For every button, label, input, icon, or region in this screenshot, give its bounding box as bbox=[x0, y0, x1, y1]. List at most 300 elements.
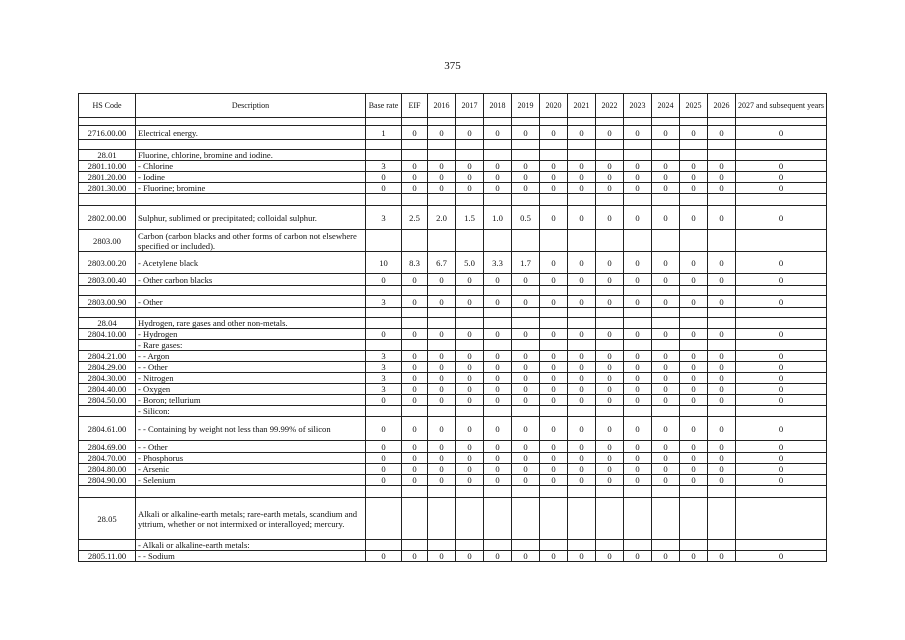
spacer-row bbox=[79, 308, 827, 318]
hs-code-cell: 2802.00.00 bbox=[79, 206, 136, 230]
rate-cell: 0 bbox=[402, 441, 428, 453]
rate-cell: 0 bbox=[402, 351, 428, 362]
empty-cell bbox=[366, 118, 402, 126]
rate-cell bbox=[540, 230, 568, 252]
rate-cell: 0 bbox=[456, 384, 484, 395]
rate-cell: 0 bbox=[484, 384, 512, 395]
rate-cell: 0 bbox=[402, 453, 428, 464]
rate-cell: 0 bbox=[540, 362, 568, 373]
rate-cell bbox=[680, 498, 708, 540]
empty-cell bbox=[366, 194, 402, 206]
rate-cell: 0 bbox=[596, 395, 624, 406]
rate-cell bbox=[366, 318, 402, 329]
rate-cell: 0 bbox=[568, 183, 596, 194]
rate-cell: 0 bbox=[366, 417, 402, 441]
rate-cell: 0 bbox=[736, 351, 827, 362]
rate-cell bbox=[708, 230, 736, 252]
rate-cell: 0 bbox=[456, 362, 484, 373]
empty-cell bbox=[624, 486, 652, 498]
rate-cell: 0 bbox=[366, 274, 402, 286]
rate-cell: 0 bbox=[402, 362, 428, 373]
rate-cell bbox=[652, 318, 680, 329]
rate-cell bbox=[680, 230, 708, 252]
rate-cell bbox=[456, 406, 484, 417]
rate-cell bbox=[736, 540, 827, 551]
empty-cell bbox=[512, 140, 540, 150]
rate-cell: 0 bbox=[596, 274, 624, 286]
description-cell: - - Argon bbox=[136, 351, 366, 362]
empty-cell bbox=[540, 486, 568, 498]
rate-cell: 0 bbox=[652, 384, 680, 395]
rate-cell bbox=[512, 318, 540, 329]
hs-code-cell bbox=[79, 406, 136, 417]
empty-cell bbox=[568, 140, 596, 150]
rate-cell: 0 bbox=[402, 172, 428, 183]
rate-cell: 0 bbox=[428, 551, 456, 562]
table-row bbox=[79, 441, 827, 453]
column-header: 2021 bbox=[568, 94, 596, 118]
column-header: 2023 bbox=[624, 94, 652, 118]
rate-cell: 0 bbox=[540, 453, 568, 464]
rate-cell: 0 bbox=[680, 252, 708, 274]
rate-cell: 0 bbox=[652, 351, 680, 362]
rate-cell: 0 bbox=[568, 395, 596, 406]
empty-cell bbox=[136, 486, 366, 498]
empty-cell bbox=[652, 194, 680, 206]
rate-cell bbox=[596, 318, 624, 329]
rate-cell: 0 bbox=[540, 441, 568, 453]
rate-cell: 0 bbox=[708, 351, 736, 362]
rate-cell: 0 bbox=[512, 183, 540, 194]
rate-cell bbox=[624, 318, 652, 329]
page-number: 375 bbox=[444, 60, 461, 72]
table-row bbox=[79, 161, 827, 172]
rate-cell: 0 bbox=[652, 417, 680, 441]
rate-cell: 0 bbox=[708, 329, 736, 340]
rate-cell: 0 bbox=[568, 551, 596, 562]
empty-cell bbox=[79, 194, 136, 206]
rate-cell bbox=[680, 150, 708, 161]
rate-cell: 0 bbox=[568, 373, 596, 384]
hs-code-cell: 2803.00.20 bbox=[79, 252, 136, 274]
empty-cell bbox=[624, 140, 652, 150]
rate-cell: 3 bbox=[366, 161, 402, 172]
rate-cell: 0 bbox=[596, 475, 624, 486]
description-cell: - Boron; tellurium bbox=[136, 395, 366, 406]
hs-code-cell bbox=[79, 340, 136, 351]
rate-cell: 0 bbox=[512, 362, 540, 373]
rate-cell bbox=[596, 406, 624, 417]
rate-cell: 0 bbox=[736, 183, 827, 194]
description-cell: Sulphur, sublimed or precipitated; colloidal sulphur. bbox=[136, 206, 366, 230]
rate-cell: 0 bbox=[652, 464, 680, 475]
rate-cell: 0 bbox=[456, 373, 484, 384]
description-cell: - Acetylene black bbox=[136, 252, 366, 274]
rate-cell: 0 bbox=[652, 373, 680, 384]
empty-cell bbox=[456, 308, 484, 318]
rate-cell: 0 bbox=[512, 551, 540, 562]
empty-cell bbox=[136, 140, 366, 150]
rate-cell: 0 bbox=[652, 172, 680, 183]
rate-cell: 0 bbox=[624, 206, 652, 230]
rate-cell bbox=[540, 340, 568, 351]
rate-cell: 0 bbox=[652, 441, 680, 453]
empty-cell bbox=[402, 194, 428, 206]
empty-cell bbox=[568, 286, 596, 296]
table-row bbox=[79, 296, 827, 308]
empty-cell bbox=[624, 194, 652, 206]
rate-cell bbox=[708, 540, 736, 551]
rate-cell: 0 bbox=[540, 417, 568, 441]
rate-cell: 0 bbox=[624, 252, 652, 274]
rate-cell bbox=[624, 540, 652, 551]
hs-code-cell: 2804.61.00 bbox=[79, 417, 136, 441]
rate-cell: 0 bbox=[484, 395, 512, 406]
rate-cell: 0 bbox=[624, 296, 652, 308]
rate-cell: 0 bbox=[652, 362, 680, 373]
rate-cell: 0 bbox=[680, 126, 708, 140]
rate-cell: 0.5 bbox=[512, 206, 540, 230]
table-row bbox=[79, 318, 827, 329]
rate-cell: 0 bbox=[736, 441, 827, 453]
rate-cell: 2.5 bbox=[402, 206, 428, 230]
empty-cell bbox=[402, 118, 428, 126]
rate-cell: 0 bbox=[708, 384, 736, 395]
hs-code-cell: 2804.10.00 bbox=[79, 329, 136, 340]
description-cell: Fluorine, chlorine, bromine and iodine. bbox=[136, 150, 366, 161]
rate-cell: 0 bbox=[652, 296, 680, 308]
rate-cell: 0 bbox=[428, 161, 456, 172]
rate-cell: 0 bbox=[680, 274, 708, 286]
rate-cell: 0 bbox=[624, 417, 652, 441]
empty-cell bbox=[568, 118, 596, 126]
rate-cell bbox=[484, 318, 512, 329]
rate-cell: 0 bbox=[708, 126, 736, 140]
rate-cell: 0 bbox=[736, 329, 827, 340]
empty-cell bbox=[512, 286, 540, 296]
rate-cell: 0 bbox=[484, 417, 512, 441]
rate-cell: 0 bbox=[736, 475, 827, 486]
empty-cell bbox=[624, 308, 652, 318]
rate-cell: 0 bbox=[680, 475, 708, 486]
rate-cell: 0 bbox=[624, 453, 652, 464]
rate-cell bbox=[708, 150, 736, 161]
hs-code-cell: 2804.50.00 bbox=[79, 395, 136, 406]
rate-cell: 0 bbox=[540, 464, 568, 475]
rate-cell: 0 bbox=[402, 395, 428, 406]
hs-code-cell: 2804.69.00 bbox=[79, 441, 136, 453]
rate-cell bbox=[652, 406, 680, 417]
rate-cell: 0 bbox=[402, 274, 428, 286]
rate-cell: 0 bbox=[708, 395, 736, 406]
hs-code-cell: 2805.11.00 bbox=[79, 551, 136, 562]
rate-cell bbox=[568, 498, 596, 540]
rate-cell bbox=[402, 498, 428, 540]
rate-cell bbox=[456, 540, 484, 551]
rate-cell bbox=[366, 340, 402, 351]
rate-cell: 0 bbox=[624, 551, 652, 562]
rate-cell bbox=[736, 318, 827, 329]
rate-cell: 0 bbox=[736, 126, 827, 140]
rate-cell: 0 bbox=[596, 551, 624, 562]
rate-cell: 0 bbox=[596, 172, 624, 183]
rate-cell bbox=[708, 498, 736, 540]
rate-cell bbox=[596, 498, 624, 540]
rate-cell: 0 bbox=[484, 296, 512, 308]
empty-cell bbox=[136, 194, 366, 206]
rate-cell: 1.0 bbox=[484, 206, 512, 230]
description-cell: Electrical energy. bbox=[136, 126, 366, 140]
empty-cell bbox=[484, 194, 512, 206]
rate-cell: 0 bbox=[708, 362, 736, 373]
rate-cell: 0 bbox=[456, 161, 484, 172]
rate-cell: 0 bbox=[708, 551, 736, 562]
rate-cell: 0 bbox=[512, 475, 540, 486]
rate-cell: 0 bbox=[456, 329, 484, 340]
description-cell: Alkali or alkaline-earth metals; rare-earth metals, scandium and yttrium, whether or not intermixed or interalloyed; mercury. bbox=[136, 498, 366, 540]
rate-cell: 0 bbox=[484, 172, 512, 183]
rate-cell: 0 bbox=[624, 329, 652, 340]
empty-cell bbox=[624, 118, 652, 126]
rate-cell: 0 bbox=[596, 453, 624, 464]
rate-cell: 0 bbox=[568, 296, 596, 308]
empty-cell bbox=[402, 486, 428, 498]
rate-cell: 0 bbox=[708, 373, 736, 384]
rate-cell: 0 bbox=[652, 329, 680, 340]
rate-cell bbox=[428, 318, 456, 329]
rate-cell bbox=[484, 498, 512, 540]
column-header: Base rate bbox=[366, 94, 402, 118]
rate-cell: 0 bbox=[428, 274, 456, 286]
empty-cell bbox=[540, 194, 568, 206]
rate-cell: 0 bbox=[540, 274, 568, 286]
rate-cell: 0 bbox=[512, 373, 540, 384]
column-header: HS Code bbox=[79, 94, 136, 118]
rate-cell: 0 bbox=[736, 417, 827, 441]
rate-cell bbox=[402, 340, 428, 351]
empty-cell bbox=[79, 140, 136, 150]
rate-cell: 3 bbox=[366, 384, 402, 395]
rate-cell bbox=[484, 230, 512, 252]
spacer-row bbox=[79, 140, 827, 150]
rate-cell: 0 bbox=[512, 126, 540, 140]
rate-cell: 0 bbox=[366, 183, 402, 194]
description-cell: - Oxygen bbox=[136, 384, 366, 395]
empty-cell bbox=[428, 286, 456, 296]
empty-cell bbox=[708, 308, 736, 318]
column-header: 2024 bbox=[652, 94, 680, 118]
rate-cell bbox=[708, 406, 736, 417]
description-cell: - Other carbon blacks bbox=[136, 274, 366, 286]
rate-cell bbox=[736, 230, 827, 252]
spacer-row bbox=[79, 486, 827, 498]
table-row bbox=[79, 373, 827, 384]
empty-cell bbox=[456, 140, 484, 150]
rate-cell: 1 bbox=[366, 126, 402, 140]
column-header: 2027 and subsequent years bbox=[736, 94, 827, 118]
empty-cell bbox=[484, 140, 512, 150]
rate-cell: 0 bbox=[680, 183, 708, 194]
rate-cell: 0 bbox=[540, 395, 568, 406]
rate-cell: 0 bbox=[428, 126, 456, 140]
rate-cell: 0 bbox=[456, 441, 484, 453]
rate-cell: 0 bbox=[366, 551, 402, 562]
rate-cell: 0 bbox=[456, 274, 484, 286]
rate-cell: 0 bbox=[680, 161, 708, 172]
rate-cell: 0 bbox=[428, 453, 456, 464]
rate-cell bbox=[652, 340, 680, 351]
table-row bbox=[79, 362, 827, 373]
rate-cell: 0 bbox=[540, 126, 568, 140]
rate-cell: 10 bbox=[366, 252, 402, 274]
empty-cell bbox=[596, 486, 624, 498]
rate-cell: 0 bbox=[680, 206, 708, 230]
rate-cell: 0 bbox=[512, 351, 540, 362]
rate-cell: 0 bbox=[568, 384, 596, 395]
table-row bbox=[79, 252, 827, 274]
rate-cell: 0 bbox=[652, 453, 680, 464]
rate-cell: 0 bbox=[512, 453, 540, 464]
rate-cell bbox=[366, 150, 402, 161]
rate-cell: 0 bbox=[596, 206, 624, 230]
empty-cell bbox=[680, 194, 708, 206]
rate-cell: 0 bbox=[680, 453, 708, 464]
hs-code-cell: 2801.10.00 bbox=[79, 161, 136, 172]
rate-cell: 0 bbox=[736, 172, 827, 183]
table-row bbox=[79, 351, 827, 362]
rate-cell: 0 bbox=[484, 453, 512, 464]
rate-cell: 0 bbox=[512, 417, 540, 441]
empty-cell bbox=[652, 286, 680, 296]
table-row bbox=[79, 475, 827, 486]
tariff-schedule-table bbox=[78, 93, 827, 562]
rate-cell bbox=[540, 498, 568, 540]
rate-cell: 0 bbox=[402, 161, 428, 172]
empty-cell bbox=[512, 308, 540, 318]
rate-cell: 0 bbox=[366, 329, 402, 340]
table-row bbox=[79, 274, 827, 286]
rate-cell: 3 bbox=[366, 206, 402, 230]
rate-cell: 0 bbox=[568, 161, 596, 172]
rate-cell: 0 bbox=[652, 551, 680, 562]
spacer-row bbox=[79, 194, 827, 206]
empty-cell bbox=[596, 286, 624, 296]
rate-cell bbox=[512, 406, 540, 417]
rate-cell: 0 bbox=[596, 329, 624, 340]
empty-cell bbox=[708, 486, 736, 498]
table-row bbox=[79, 183, 827, 194]
rate-cell: 0 bbox=[484, 161, 512, 172]
rate-cell bbox=[512, 150, 540, 161]
empty-cell bbox=[428, 194, 456, 206]
empty-cell bbox=[736, 140, 827, 150]
table-row bbox=[79, 551, 827, 562]
hs-code-cell: 2803.00 bbox=[79, 230, 136, 252]
rate-cell: 0 bbox=[596, 441, 624, 453]
rate-cell: 0 bbox=[402, 373, 428, 384]
rate-cell bbox=[512, 340, 540, 351]
rate-cell: 0 bbox=[708, 183, 736, 194]
rate-cell: 0 bbox=[568, 172, 596, 183]
empty-cell bbox=[652, 486, 680, 498]
rate-cell: 0 bbox=[624, 441, 652, 453]
rate-cell bbox=[484, 340, 512, 351]
rate-cell: 0 bbox=[736, 161, 827, 172]
rate-cell: 0 bbox=[456, 351, 484, 362]
rate-cell: 0 bbox=[736, 464, 827, 475]
rate-cell: 0 bbox=[680, 384, 708, 395]
empty-cell bbox=[596, 308, 624, 318]
rate-cell: 0 bbox=[596, 296, 624, 308]
empty-cell bbox=[79, 486, 136, 498]
rate-cell: 0 bbox=[680, 329, 708, 340]
table-row bbox=[79, 150, 827, 161]
hs-code-cell: 2803.00.40 bbox=[79, 274, 136, 286]
table-row bbox=[79, 498, 827, 540]
rate-cell: 6.7 bbox=[428, 252, 456, 274]
description-cell: - Silicon: bbox=[136, 406, 366, 417]
column-header: EIF bbox=[402, 94, 428, 118]
rate-cell bbox=[428, 340, 456, 351]
rate-cell: 0 bbox=[596, 252, 624, 274]
table-row bbox=[79, 230, 827, 252]
rate-cell: 0 bbox=[428, 351, 456, 362]
hs-code-cell: 2801.20.00 bbox=[79, 172, 136, 183]
empty-cell bbox=[456, 194, 484, 206]
rate-cell: 3 bbox=[366, 296, 402, 308]
empty-cell bbox=[568, 194, 596, 206]
rate-cell: 3.3 bbox=[484, 252, 512, 274]
rate-cell: 0 bbox=[512, 274, 540, 286]
rate-cell: 0 bbox=[428, 172, 456, 183]
empty-cell bbox=[540, 308, 568, 318]
rate-cell: 0 bbox=[568, 126, 596, 140]
table-row bbox=[79, 126, 827, 140]
rate-cell: 8.3 bbox=[402, 252, 428, 274]
empty-cell bbox=[708, 194, 736, 206]
rate-cell bbox=[680, 318, 708, 329]
rate-cell bbox=[402, 406, 428, 417]
rate-cell: 0 bbox=[484, 183, 512, 194]
description-cell: - - Other bbox=[136, 362, 366, 373]
rate-cell bbox=[568, 150, 596, 161]
rate-cell: 0 bbox=[456, 551, 484, 562]
rate-cell: 0 bbox=[568, 351, 596, 362]
rate-cell: 0 bbox=[624, 384, 652, 395]
rate-cell: 0 bbox=[736, 384, 827, 395]
rate-cell bbox=[736, 498, 827, 540]
rate-cell: 0 bbox=[428, 464, 456, 475]
rate-cell: 0 bbox=[456, 417, 484, 441]
rate-cell: 0 bbox=[402, 464, 428, 475]
rate-cell: 0 bbox=[484, 351, 512, 362]
rate-cell: 3 bbox=[366, 351, 402, 362]
empty-cell bbox=[428, 118, 456, 126]
rate-cell: 0 bbox=[456, 464, 484, 475]
table-row bbox=[79, 453, 827, 464]
rate-cell bbox=[680, 540, 708, 551]
rate-cell bbox=[540, 318, 568, 329]
rate-cell: 0 bbox=[624, 362, 652, 373]
rate-cell bbox=[484, 150, 512, 161]
rate-cell bbox=[512, 230, 540, 252]
column-header: 2017 bbox=[456, 94, 484, 118]
rate-cell: 5.0 bbox=[456, 252, 484, 274]
rate-cell: 0 bbox=[428, 384, 456, 395]
empty-cell bbox=[484, 308, 512, 318]
rate-cell bbox=[402, 318, 428, 329]
empty-cell bbox=[680, 118, 708, 126]
